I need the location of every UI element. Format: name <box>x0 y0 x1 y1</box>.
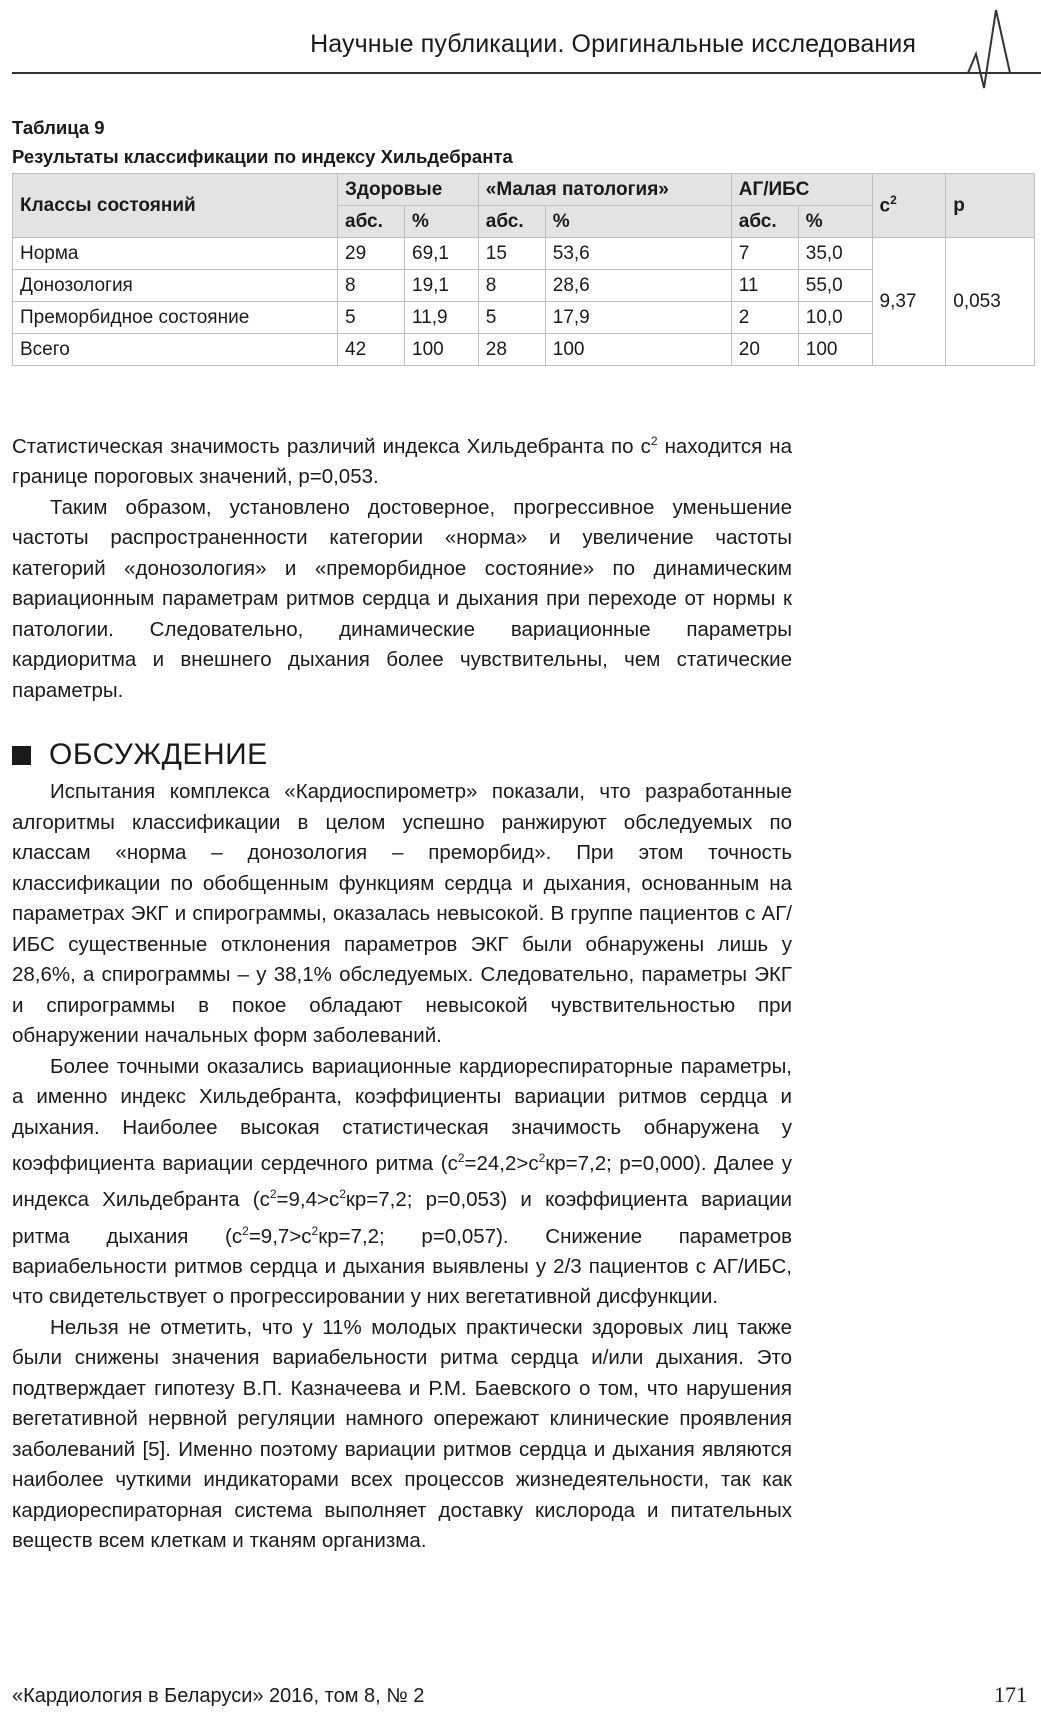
cell: 42 <box>338 334 405 366</box>
page-number: 171 <box>994 1682 1027 1707</box>
footer-journal: «Кардиология в Беларуси» 2016, том 8, № 2 <box>12 1685 425 1707</box>
cell: 35,0 <box>798 238 872 270</box>
ecg-pulse-icon <box>926 6 1041 90</box>
cell: 19,1 <box>405 270 479 302</box>
header-classes: Классы состояний <box>13 174 338 238</box>
paragraph-variation <box>12 1052 792 1313</box>
table-header-row <box>13 174 1035 206</box>
paragraph-variation-text: кр=7,2; р=0,000). Далее у индекса Хильдебранта (c <box>12 1151 792 1212</box>
results-table <box>12 173 1035 366</box>
p-value: 0,053 <box>946 238 1035 366</box>
paragraph-variation-text: =9,4>c <box>276 1188 340 1212</box>
header-abs: абс. <box>478 206 545 238</box>
header-chi-text: c <box>879 195 891 217</box>
superscript: 2 <box>538 1151 546 1165</box>
header-pct: % <box>405 206 479 238</box>
header-title: Научные публикации. Оригинальные исследования <box>310 30 916 58</box>
paragraph-variation-text: кр=7,2; р=0,057). Снижение параметров вариабельности ритмов сердца и дыхания выявлены у 2/3 пациентов с АГ/ИБС, что свидетельствует о прогрессировании у них вегетативной дисфункции. <box>12 1224 792 1309</box>
paragraph-trials: Испытания комплекса «Кардиоспирометр» показали, что разработанные алгоритмы классификации в целом успешно ранжируют обследуемых по классам «норма – донозология – преморбид». При этом точность классификации по обобщенным функциям сердца и дыхания, основанным на параметрах ЭКГ и спирограммы, оказалась невысокой. В группе пациентов с АГ/ИБС существенные отклонения параметров ЭКГ были обнаружены лишь у 28,6%, а спирограммы – у 38,1% обследуемых. Следовательно, параметры ЭКГ и спирограммы в покое обладают невысокой чувствительностью при обнаружении начальных форм заболеваний. <box>12 780 792 1047</box>
superscript: 2 <box>457 1151 465 1165</box>
header-group-ag: АГ/ИБС <box>731 174 872 206</box>
header-group-minor: «Малая патология» <box>478 174 731 206</box>
section-heading-text: ОБСУЖДЕНИЕ <box>49 738 268 771</box>
cell: 15 <box>478 238 545 270</box>
cell: 10,0 <box>798 302 872 334</box>
header-pct: % <box>798 206 872 238</box>
cell: 53,6 <box>545 238 731 270</box>
paragraph-significance <box>12 426 792 493</box>
superscript: 2 <box>650 434 658 448</box>
superscript: 2 <box>311 1223 319 1238</box>
header-abs: абс. <box>338 206 405 238</box>
section-heading <box>12 738 268 772</box>
discussion-text <box>12 777 792 1557</box>
row-label: Норма <box>13 238 338 270</box>
cell: 55,0 <box>798 270 872 302</box>
cell: 11 <box>731 270 798 302</box>
cell: 8 <box>478 270 545 302</box>
superscript: 2 <box>269 1187 277 1202</box>
cell: 2 <box>731 302 798 334</box>
paragraph-variation-text: =24,2>c <box>464 1151 539 1175</box>
cell: 11,9 <box>405 302 479 334</box>
cell: 17,9 <box>545 302 731 334</box>
table-caption <box>12 113 513 171</box>
cell: 5 <box>478 302 545 334</box>
cell: 20 <box>731 334 798 366</box>
table-row <box>13 238 1035 270</box>
row-label: Преморбидное состояние <box>13 302 338 334</box>
superscript: 2 <box>339 1187 346 1202</box>
header-abs: абс. <box>731 206 798 238</box>
table-title: Результаты классификации по индексу Хильдебранта <box>12 146 513 167</box>
row-label: Донозология <box>13 270 338 302</box>
header-chi <box>872 174 946 238</box>
cell: 7 <box>731 238 798 270</box>
cell: 5 <box>338 302 405 334</box>
cell: 100 <box>545 334 731 366</box>
header-group-healthy: Здоровые <box>338 174 479 206</box>
cell: 100 <box>798 334 872 366</box>
header-p: р <box>946 174 1035 238</box>
cell: 29 <box>338 238 405 270</box>
header-pct: % <box>545 206 731 238</box>
paragraph-variation-text: =9,7>c <box>248 1224 312 1248</box>
paragraph-variation-text: кр=7,2; р=0,053) и коэффициента вариации ритма дыхания (c <box>12 1188 792 1248</box>
paragraph-hypothesis: Нельзя не отметить, что у 11% молодых практически здоровых лиц также были снижены значения вариабельности ритма сердца и/или дыхания. Это подтверждает гипотезу В.П. Казначеева и Р.М. Баевского о том, что нарушения вегетативной нервной регуляции намного опережают клинические проявления заболеваний [5]. Именно поэтому вариации ритмов сердца и дыхания являются наиболее чуткими индикаторами всех процессов жизнедеятельности, так как кардиореспираторная система выполняет доставку кислорода и питательных веществ всем клеткам и тканям организма. <box>12 1315 792 1553</box>
paragraph-significance-text: находится на границе пороговых значений, р=0,053. <box>12 434 792 489</box>
results-text <box>12 426 792 706</box>
table-number: Таблица 9 <box>12 117 105 138</box>
cell: 100 <box>405 334 479 366</box>
chi-value: 9,37 <box>872 238 946 366</box>
paragraph-significance-text: Статистическая значимость различий индекса Хильдебранта по с <box>12 434 651 458</box>
paragraph-variation-text: Более точными оказались вариационные кардиореспираторные параметры, а именно индекс Хильдебранта, коэффициенты вариации ритмов сердца и дыхания. Наиболее высокая статистическая значимость обнаружена у коэффициента вариации сердечного ритма (c <box>12 1054 792 1175</box>
paragraph-conclusion: Таким образом, установлено достоверное, прогрессивное уменьшение частоты распространенности категории «норма» и увеличение частоты категорий «донозология» и «преморбидное состояние» по динамическим вариационным параметрам ритмов сердца и дыхания при переходе от нормы к патологии. Следовательно, динамические вариационные параметры кардиоритма и внешнего дыхания более чувствительны, чем статические параметры. <box>12 495 792 702</box>
cell: 69,1 <box>405 238 479 270</box>
header-rule <box>12 72 1040 74</box>
cell: 8 <box>338 270 405 302</box>
cell: 28,6 <box>545 270 731 302</box>
header-chi-sup: 2 <box>890 193 897 208</box>
square-bullet-icon <box>12 746 31 765</box>
superscript: 2 <box>242 1223 249 1238</box>
cell: 28 <box>478 334 545 366</box>
row-label: Всего <box>13 334 338 366</box>
